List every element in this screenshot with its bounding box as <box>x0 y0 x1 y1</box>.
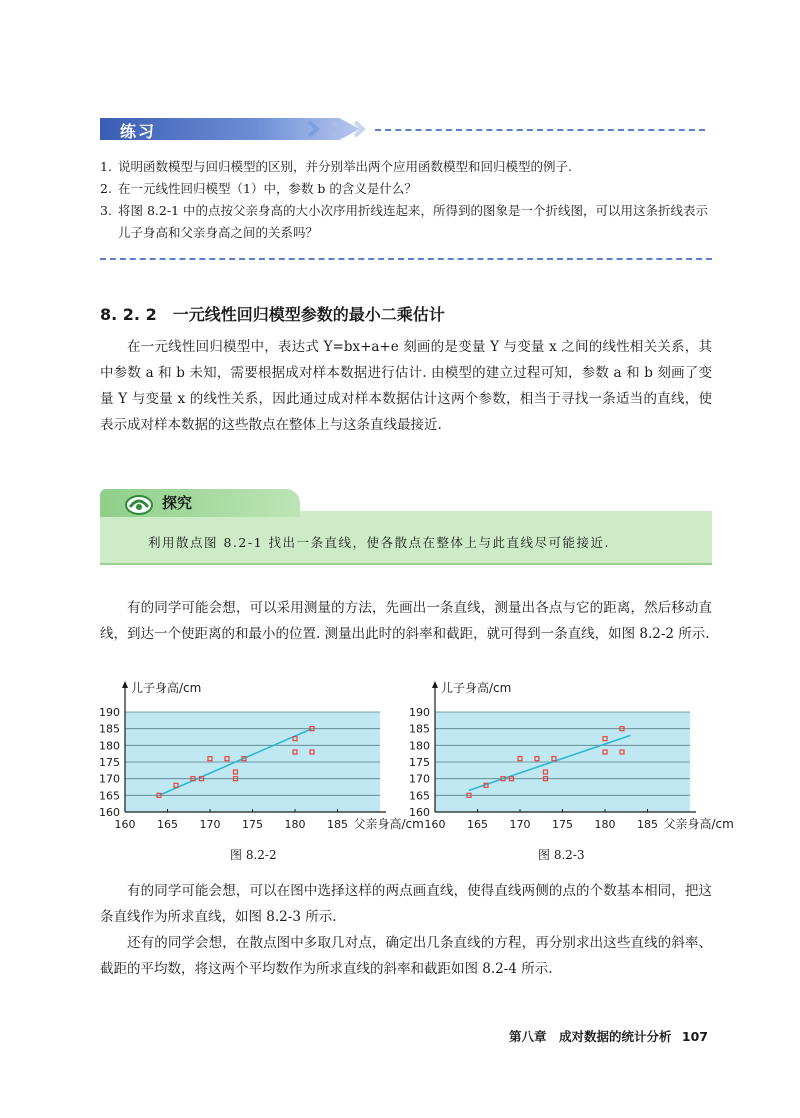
y-axis-arrow <box>432 681 438 688</box>
y-tick-label: 180 <box>409 739 430 753</box>
chevron-right-icon <box>305 120 323 138</box>
item-text: 在一元线性回归模型（1）中，参数 b 的含义是什么？ <box>118 181 417 196</box>
y-tick-label: 190 <box>409 706 430 719</box>
section-title: 8. 2. 2 一元线性回归模型参数的最小二乘估计 <box>100 305 445 324</box>
paragraph-4 <box>100 930 712 982</box>
explore-icon <box>124 493 154 515</box>
x-tick-label: 160 <box>424 818 446 831</box>
y-tick-label: 170 <box>409 772 430 786</box>
section-paragraph <box>100 334 712 438</box>
y-axis-label: 儿子身高/cm <box>441 681 512 695</box>
practice-item-2 <box>100 178 712 200</box>
chevron-right-icon <box>328 120 346 138</box>
paragraph-text: 在一元线性回归模型中，表达式 Y=bx+a+e 刻画的是变量 Y 与变量 x 之间的线性相关关系，其中参数 a 和 b 未知，需要根据成对样本数据进行估计. 由模型的建立过程可知，参数 a 和 b 刻画了变量 Y 与变量 x 的线性关系，因此通过成对样本数据估计这两个参数，相当于寻找一条适当的直线，使表示成对样本数据的这些散点在整体上与这条直线最接近. <box>100 339 712 433</box>
x-tick-label: 170 <box>509 818 531 831</box>
item-number: 1. <box>100 159 112 174</box>
paragraph-3 <box>100 878 712 930</box>
figure-caption-8-2-3: 图 8.2-3 <box>538 848 585 862</box>
y-tick-label: 175 <box>99 756 120 769</box>
page-footer <box>509 1027 708 1045</box>
paragraph-text: 有的同学可能会想，可以采用测量的方法，先画出一条直线，测量出各点与它的距离，然后移动直线，到达一个使距离的和最小的位置. 测量出此时的斜率和截距，就可得到一条直线，如图 8.2-2 所示. <box>100 600 712 642</box>
explore-title: 探究 <box>162 494 193 512</box>
practice-title: 练习 <box>120 122 157 141</box>
x-tick-label: 180 <box>284 818 306 831</box>
practice-bottom-divider <box>100 258 712 260</box>
x-tick-label: 175 <box>552 818 573 831</box>
item-text: 将图 8.2-1 中的点按父亲身高的大小次序用折线连起来，所得到的图象是一个折线图，可以用这条折线表示儿子身高和父亲身高之间的关系吗？ <box>118 203 709 240</box>
x-tick-label: 160 <box>114 818 136 831</box>
chevron-right-icon <box>351 120 369 138</box>
footer-chapter: 第八章 成对数据的统计分析 <box>509 1029 672 1044</box>
paragraph-2 <box>100 595 712 647</box>
scatter-chart-8-2-2 <box>80 676 424 836</box>
item-number: 3. <box>100 203 112 218</box>
y-axis-arrow <box>122 681 128 688</box>
item-text: 说明函数模型与回归模型的区别，并分别举出两个应用函数模型和回归模型的例子. <box>118 159 572 174</box>
y-tick-label: 175 <box>409 756 430 769</box>
practice-dash-divider <box>375 129 705 131</box>
practice-item-3 <box>100 200 712 244</box>
y-tick-label: 160 <box>99 806 120 819</box>
explore-box <box>100 489 712 565</box>
y-tick-label: 185 <box>99 722 120 736</box>
paragraph-text: 还有的同学会想，在散点图中多取几对点，确定出几条直线的方程，再分别求出这些直线的斜率、截距的平均数，将这两个平均数作为所求直线的斜率和截距如图 8.2-4 所示. <box>100 935 712 977</box>
practice-header <box>100 118 705 146</box>
x-tick-label: 170 <box>199 818 221 831</box>
y-tick-label: 185 <box>409 722 430 736</box>
y-tick-label: 170 <box>99 772 120 786</box>
y-tick-label: 165 <box>99 789 120 803</box>
y-tick-label: 190 <box>99 706 120 719</box>
x-tick-label: 165 <box>157 818 178 831</box>
x-tick-label: 185 <box>327 818 348 831</box>
y-tick-label: 180 <box>99 739 120 753</box>
x-tick-label: 180 <box>594 818 616 831</box>
x-axis-label: 父亲身高/cm <box>353 817 424 831</box>
scatter-chart-8-2-3 <box>390 676 734 836</box>
x-tick-label: 165 <box>467 818 488 831</box>
practice-list <box>100 156 712 244</box>
x-tick-label: 175 <box>242 818 263 831</box>
y-tick-label: 160 <box>409 806 430 819</box>
paragraph-text: 有的同学可能会想，可以在图中选择这样的两点画直线，使得直线两侧的点的个数基本相同，把这条直线作为所求直线，如图 8.2-3 所示. <box>100 883 712 925</box>
practice-item-1 <box>100 156 712 178</box>
page-number: 107 <box>681 1029 708 1044</box>
explore-text: 利用散点图 8.2-1 找出一条直线，使各散点在整体上与此直线尽可能接近. <box>148 535 610 550</box>
y-axis-label: 儿子身高/cm <box>131 681 202 695</box>
item-number: 2. <box>100 181 112 196</box>
figure-caption-8-2-2: 图 8.2-2 <box>230 848 277 862</box>
y-tick-label: 165 <box>409 789 430 803</box>
x-axis-label: 父亲身高/cm <box>663 817 734 831</box>
x-tick-label: 185 <box>637 818 658 831</box>
